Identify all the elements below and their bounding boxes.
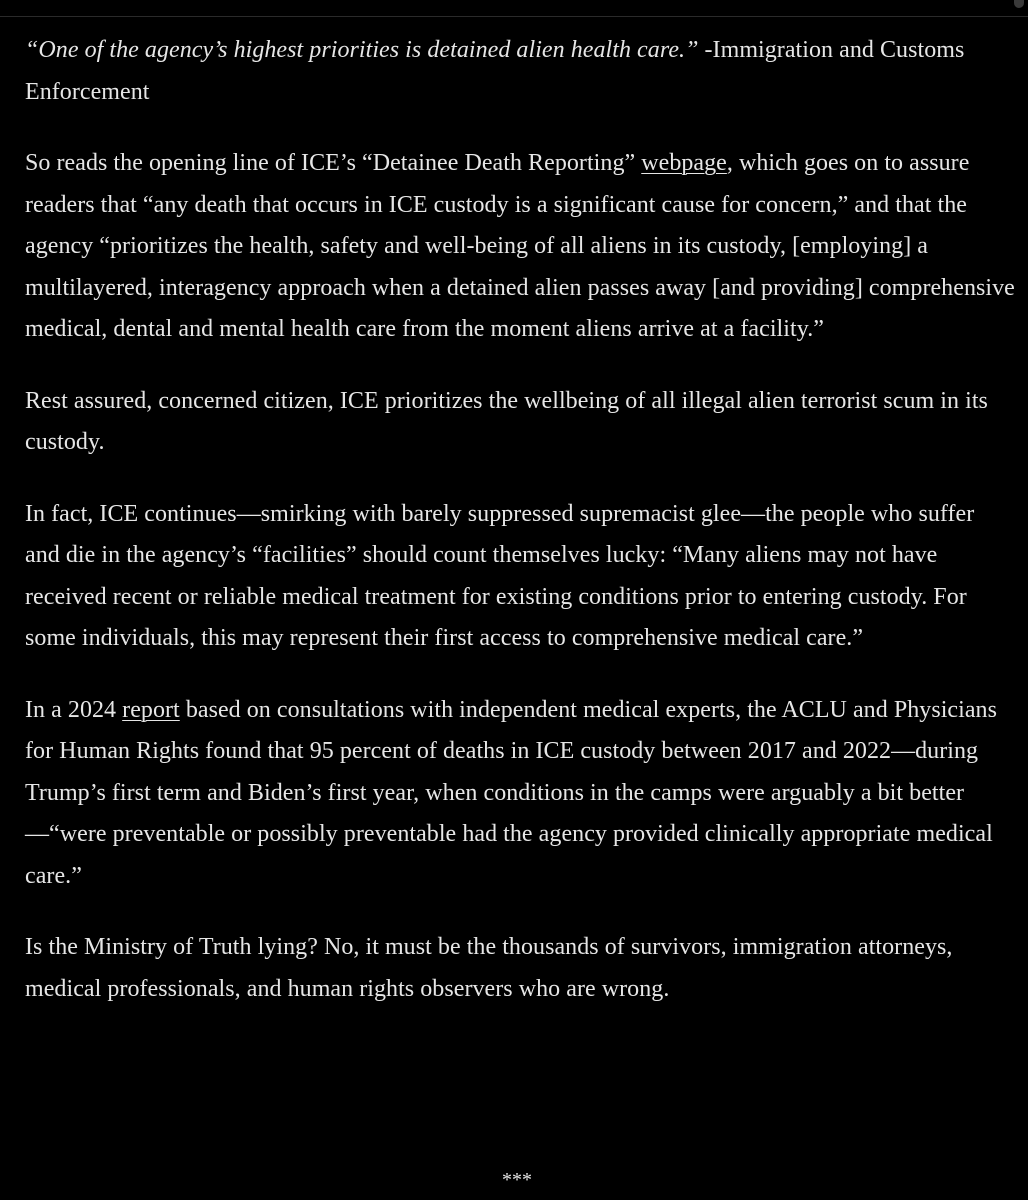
report-link[interactable]: report <box>122 696 180 723</box>
paragraph-text: In a 2024 <box>25 696 123 723</box>
ice-quote: “One of the agency’s highest priorities is detained alien health care.” <box>25 37 699 63</box>
paragraph-report <box>25 690 1015 898</box>
paragraph-ice-continues: In fact, ICE continues—smirking with barely suppressed supremacist glee—the people who suffer and die in the agency’s “facilities” should count themselves lucky: “Many aliens may not have received recent or reliable medical treatment for existing conditions prior to entering custody. For some individuals, this may represent their first access to comprehensive medical care.” <box>25 500 975 651</box>
quote-attribution: -Immigration and Customs Enforcement <box>25 37 965 105</box>
paragraph-text: So reads the opening line of ICE’s “Detainee Death Reporting” <box>25 150 642 176</box>
article-body <box>25 30 1015 1040</box>
paragraph-ministry-of-truth: Is the Ministry of Truth lying? No, it must be the thousands of survivors, immigration attorneys, medical professionals, and human rights observers who are wrong. <box>25 934 953 1002</box>
paragraph-webpage <box>25 143 1015 351</box>
webpage-link[interactable]: webpage <box>641 150 727 176</box>
section-separator: *** <box>502 1169 532 1191</box>
top-divider <box>0 16 1028 17</box>
paragraph-opening-quote <box>25 30 1015 113</box>
paragraph-text: , which goes on to assure readers that “any death that occurs in ICE custody is a significant cause for concern,” and that the agency “prioritizes the health, safety and well-being of all aliens in its custody, [employing] a multilayered, interagency approach when a detained alien passes away [and providing] comprehensive medical, dental and mental health care from the moment aliens arrive at a facility.” <box>25 150 1015 342</box>
paragraph-text: based on consultations with independent medical experts, the ACLU and Physicians for Human Rights found that 95 percent of deaths in ICE custody between 2017 and 2022—during Trump’s first term and Biden’s first year, when conditions in the camps were arguably a bit better—“were preventable or possibly preventable had the agency provided clinically appropriate medical care.” <box>25 696 997 889</box>
paragraph-rest-assured: Rest assured, concerned citizen, ICE prioritizes the wellbeing of all illegal alien terrorist scum in its custody. <box>25 387 988 455</box>
scroll-handle[interactable] <box>1014 0 1024 8</box>
